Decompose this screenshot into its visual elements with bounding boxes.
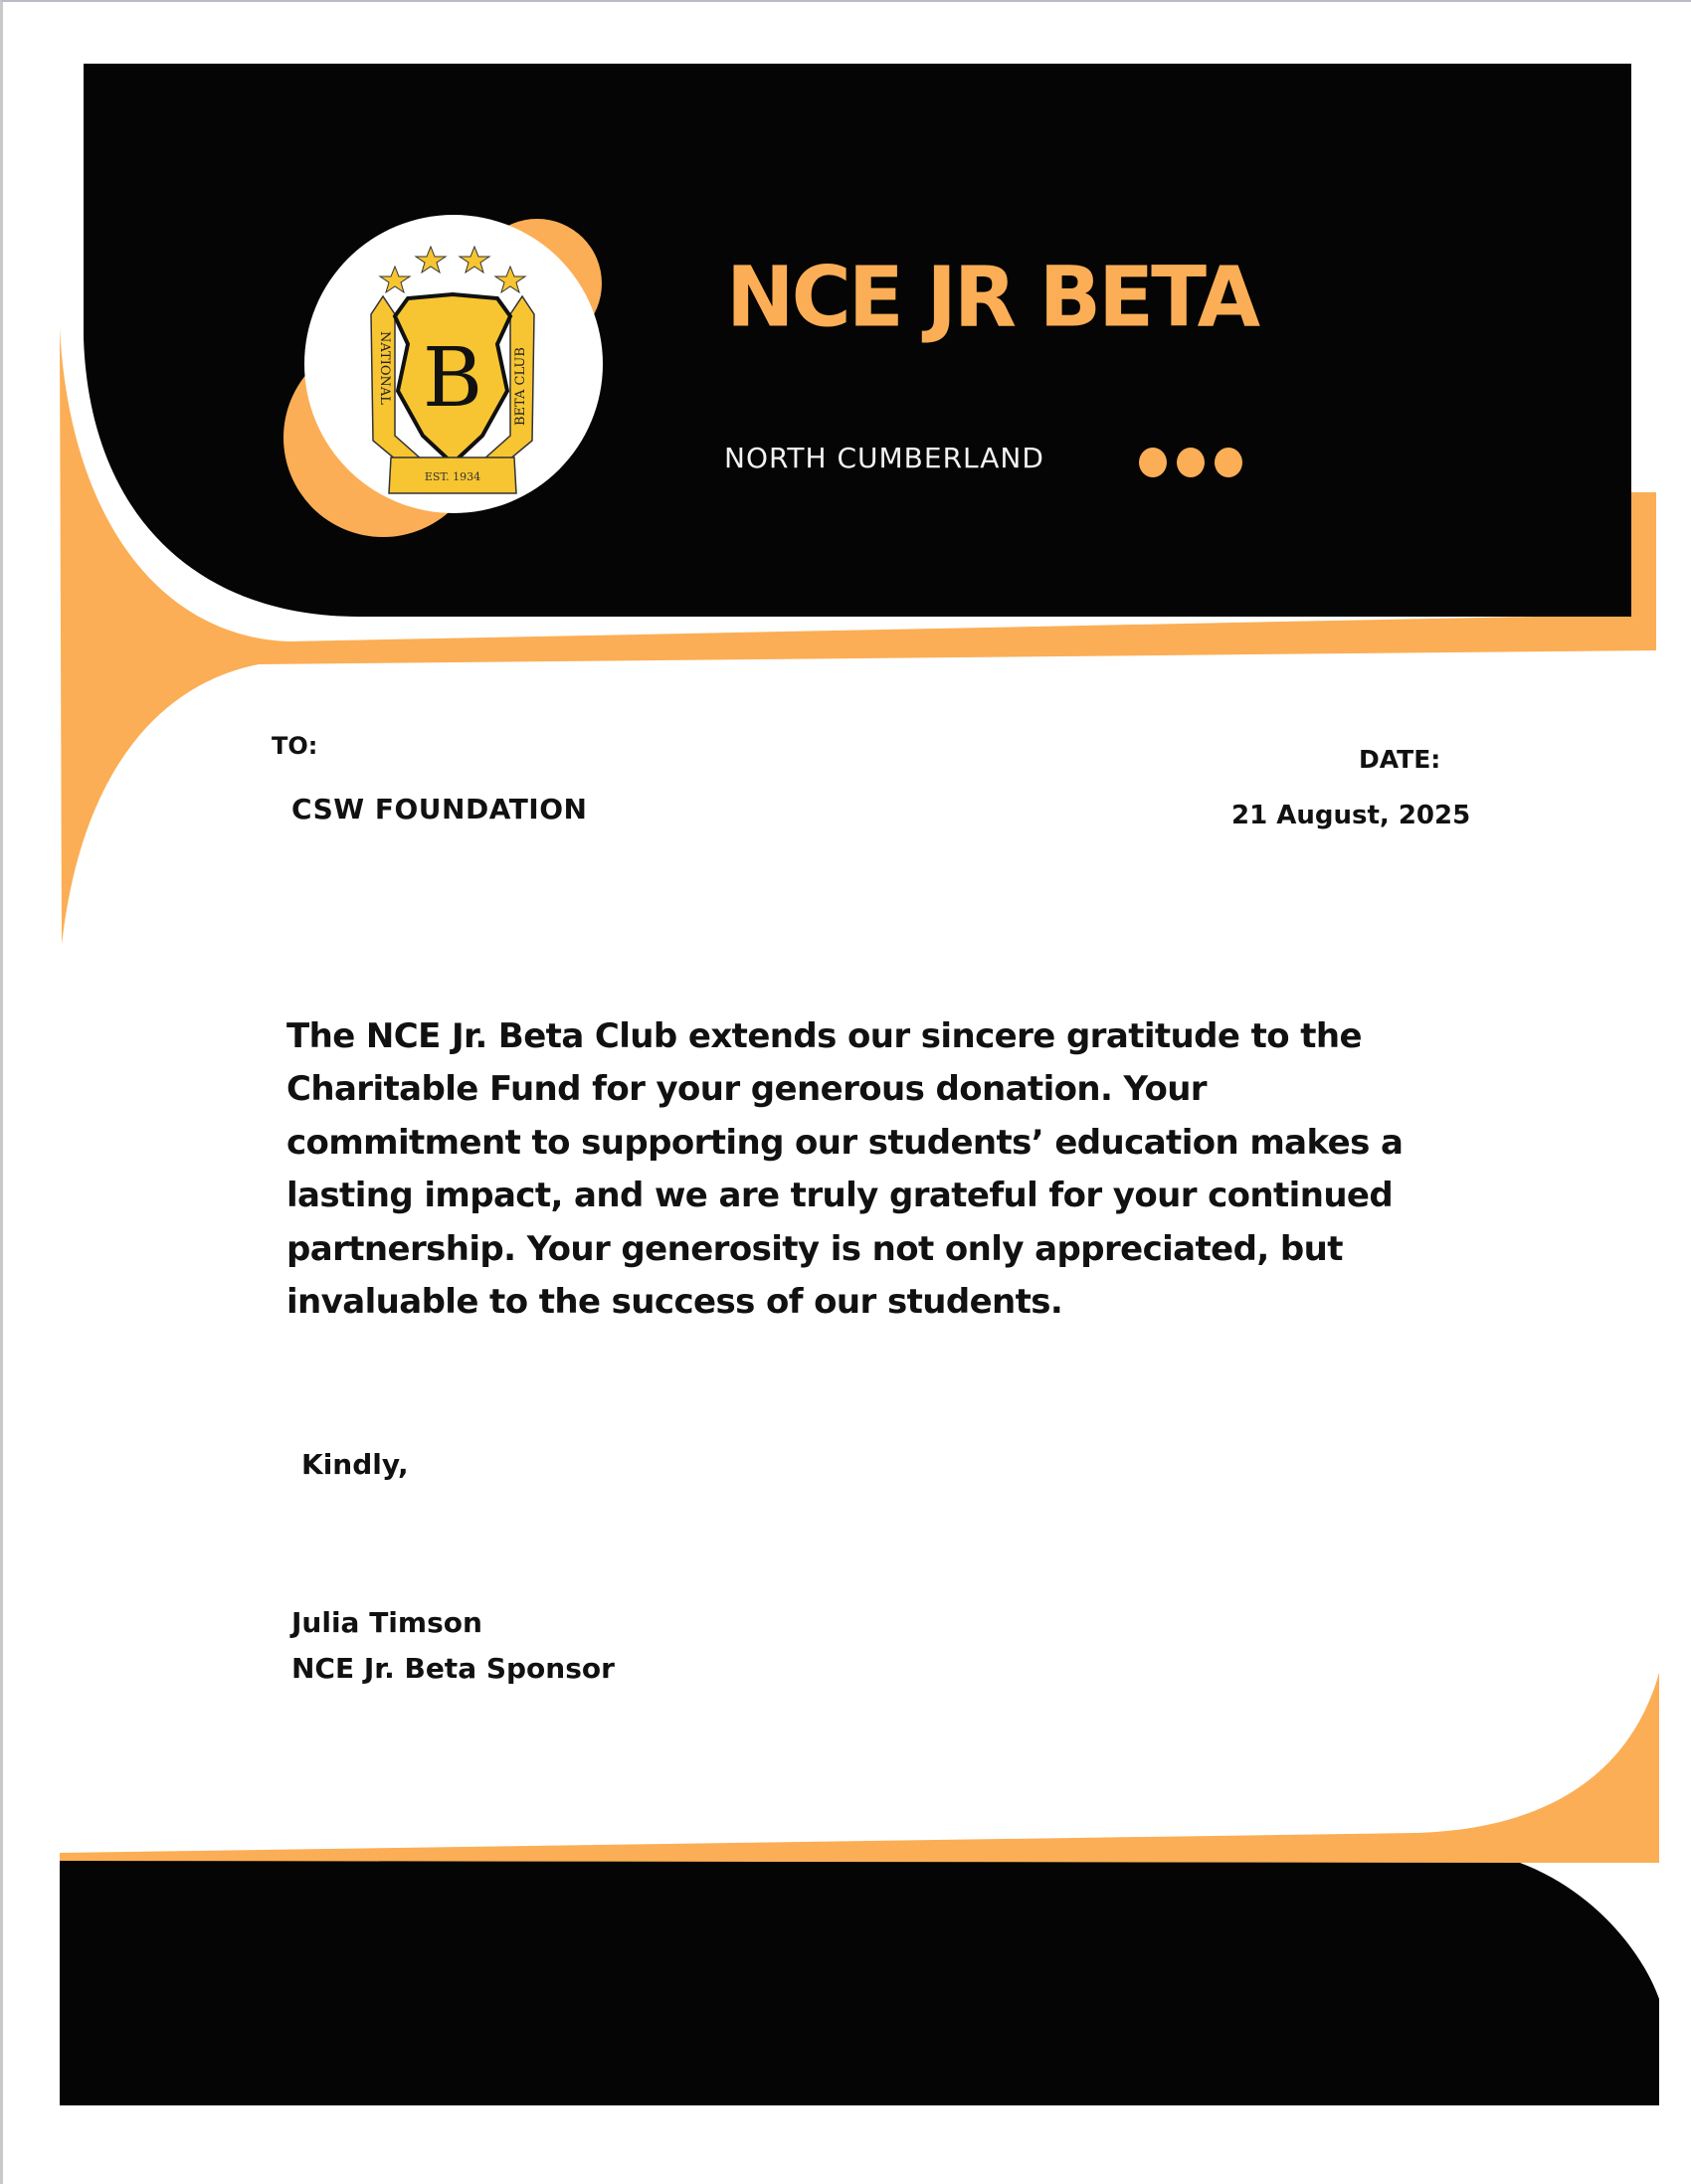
ribbon-text: EST. 1934 xyxy=(424,470,481,483)
star-icon xyxy=(380,267,410,292)
beta-club-logo xyxy=(303,227,602,505)
star-icon xyxy=(416,247,446,273)
left-banner-text: NATIONAL xyxy=(377,331,392,405)
header-title: NCE JR BETA xyxy=(726,250,1258,346)
star-icon-row xyxy=(380,247,525,292)
signature-name: Julia Timson xyxy=(291,1606,482,1639)
footer-black-block xyxy=(60,1861,1659,2105)
star-icon xyxy=(495,267,525,292)
date-label: DATE: xyxy=(1359,745,1441,774)
dot xyxy=(1139,448,1167,477)
dot xyxy=(1215,448,1242,477)
crest-letter: B xyxy=(422,331,483,426)
right-banner-text: BETA CLUB xyxy=(513,347,528,426)
recipient-name: CSW FOUNDATION xyxy=(291,793,588,825)
star-icon xyxy=(460,247,489,273)
to-label: TO: xyxy=(272,732,318,760)
dot xyxy=(1177,448,1205,477)
footer-orange-swoosh xyxy=(60,1673,1659,1863)
signature-title: NCE Jr. Beta Sponsor xyxy=(291,1652,615,1685)
header-subtitle: NORTH CUMBERLAND xyxy=(724,442,1044,474)
date-value: 21 August, 2025 xyxy=(1231,801,1471,830)
letter-body: The NCE Jr. Beta Club extends our sincere gratitude to the Charitable Fund for your generous donation. Your commitment to supporting our students’ education makes a lasting impact, and we are truly grateful for your continued partnership. Your generosity is not only appreciated, but invaluable to the success of our students. xyxy=(286,1016,1404,1323)
closing-salutation: Kindly, xyxy=(301,1448,409,1481)
three-dots-icon xyxy=(1139,448,1242,477)
